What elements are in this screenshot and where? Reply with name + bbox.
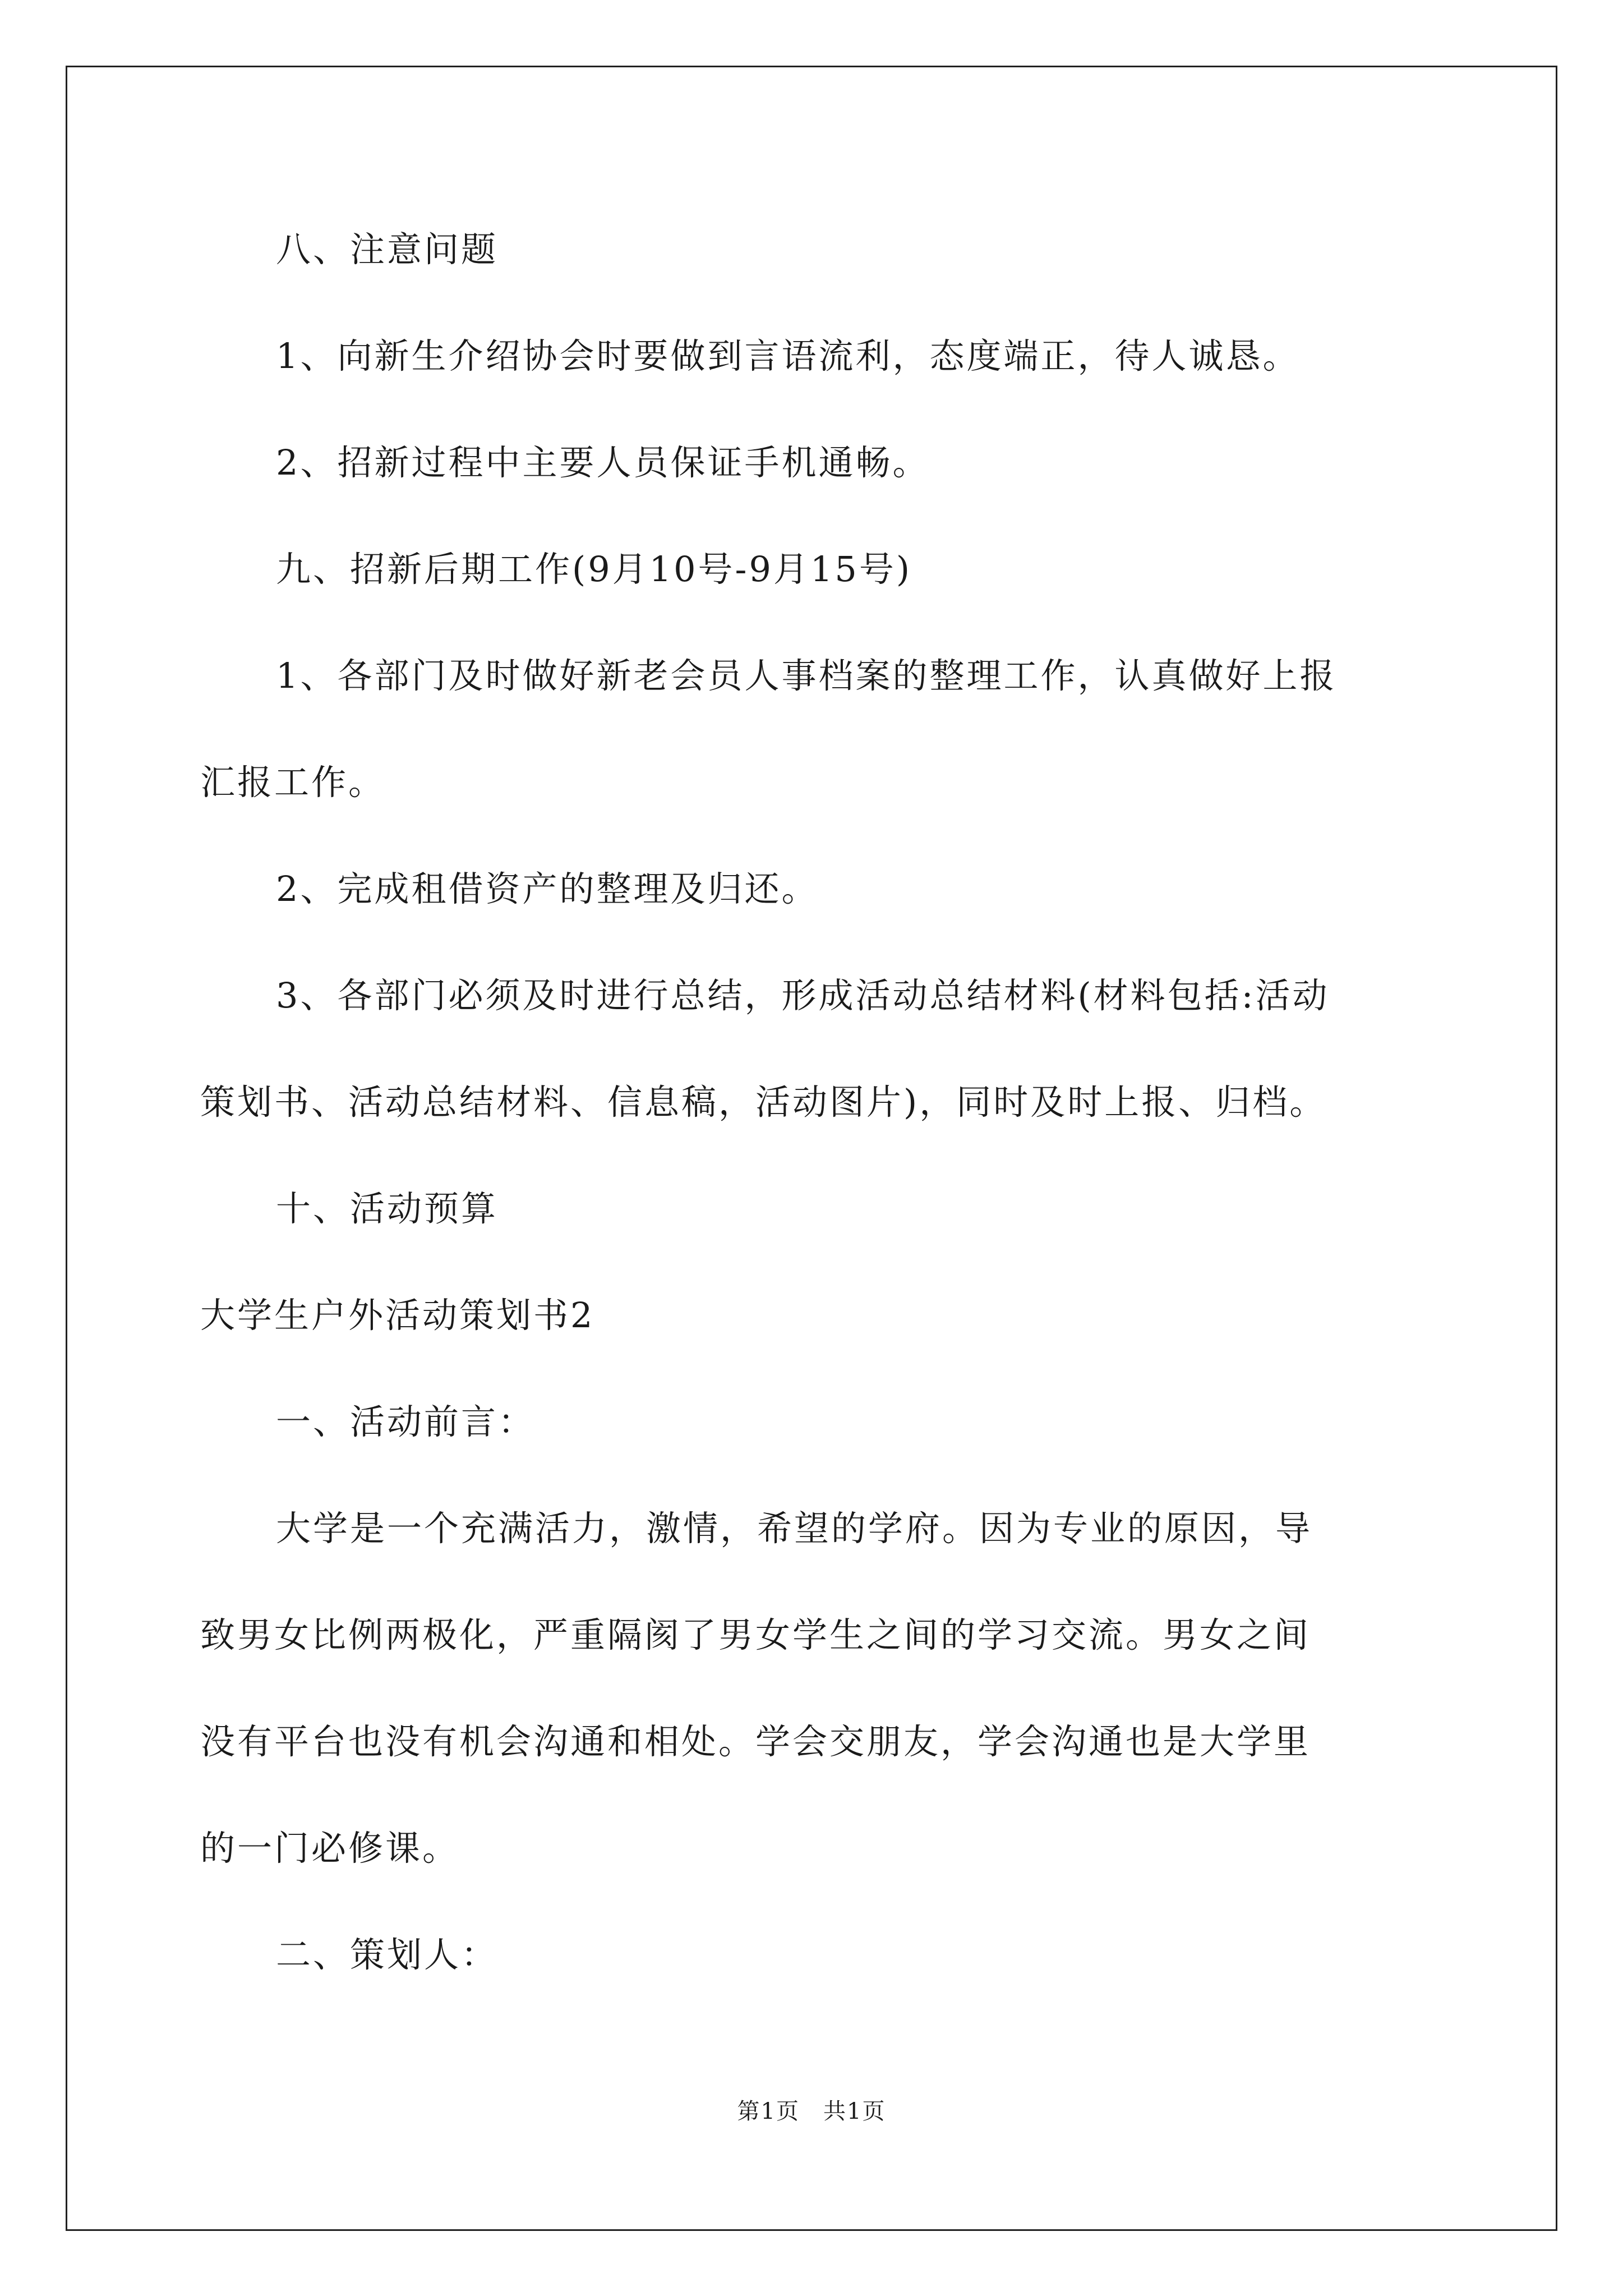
paragraph-line: 没有平台也没有机会沟通和相处。学会交朋友，学会沟通也是大学里 <box>200 1721 1311 1762</box>
page-footer: 第1页 共1页 <box>737 2099 886 2124</box>
paragraph-line: 2、完成租借资产的整理及归还。 <box>276 868 819 909</box>
paragraph-line: 1、向新生介绍协会时要做到言语流利，态度端正，待人诚恳。 <box>276 335 1300 376</box>
paragraph-line: 的一门必修课。 <box>200 1828 460 1869</box>
paragraph-line: 2、招新过程中主要人员保证手机通畅。 <box>276 442 930 483</box>
document-title: 大学生户外活动策划书2 <box>200 1295 595 1336</box>
section-heading-10: 十、活动预算 <box>276 1188 499 1229</box>
paragraph-line: 汇报工作。 <box>200 762 386 803</box>
paragraph-line: 大学是一个充满活力，激情，希望的学府。因为专业的原因，导 <box>276 1508 1313 1549</box>
section-heading-1: 一、活动前言： <box>276 1401 536 1442</box>
page-border <box>66 66 1557 2231</box>
paragraph-line: 3、各部门必须及时进行总结，形成活动总结材料(材料包括:活动 <box>276 975 1330 1016</box>
section-heading-2: 二、策划人： <box>276 1934 499 1975</box>
section-heading-8: 八、注意问题 <box>276 229 499 270</box>
section-heading-9: 九、招新后期工作(9月10号-9月15号) <box>276 549 912 590</box>
paragraph-line: 致男女比例两极化，严重隔阂了男女学生之间的学习交流。男女之间 <box>200 1614 1311 1655</box>
paragraph-line: 1、各部门及时做好新老会员人事档案的整理工作，认真做好上报 <box>276 655 1337 696</box>
paragraph-line: 策划书、活动总结材料、信息稿，活动图片)，同时及时上报、归档。 <box>200 1082 1327 1122</box>
